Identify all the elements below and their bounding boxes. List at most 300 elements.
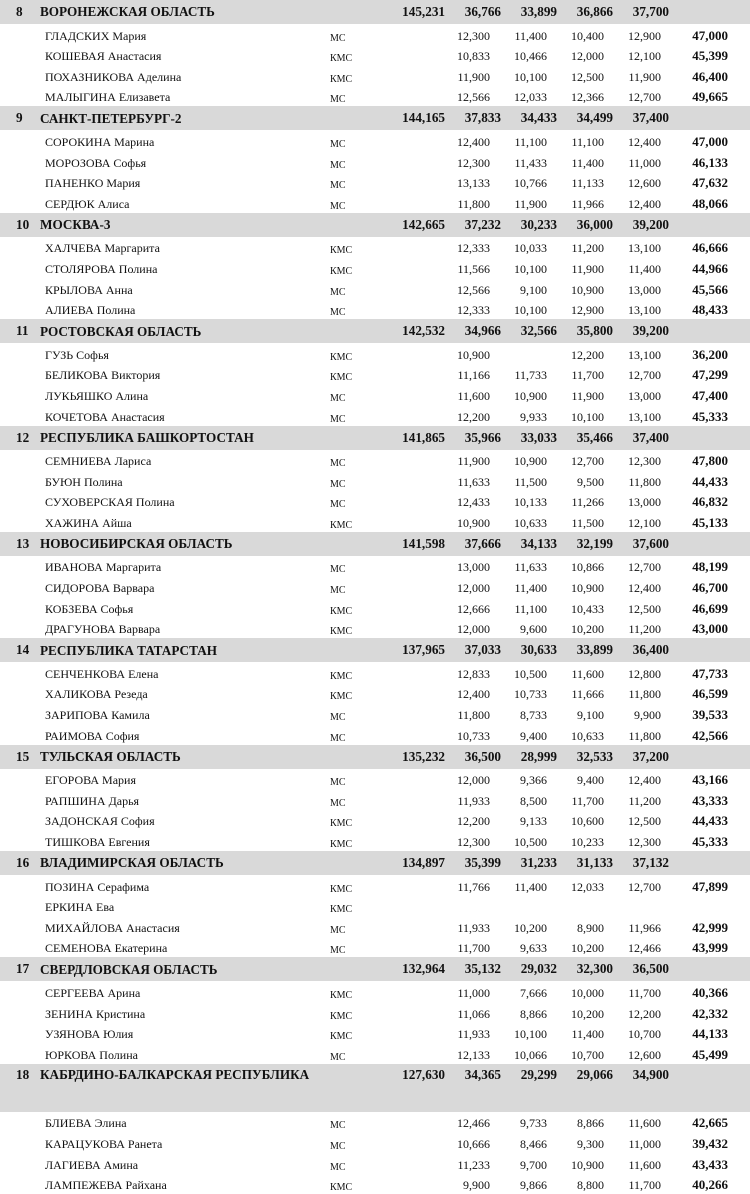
athlete-name: ЛАГИЕВА Амина [45, 1157, 139, 1172]
athlete-apparatus-score: 12,300 [628, 835, 661, 849]
athlete-rank: КМС [330, 989, 353, 1001]
athlete-total: 46,666 [692, 240, 728, 256]
athlete-apparatus-score: 12,333 [457, 303, 490, 318]
athlete-apparatus-score: 12,333 [457, 241, 490, 256]
athlete-total: 44,433 [692, 473, 728, 489]
athlete-row [0, 237, 750, 258]
athlete-name: ЕГОРОВА Мария [45, 773, 136, 788]
athlete-rank: КМС [330, 245, 353, 257]
athlete-apparatus-score: 13,133 [457, 176, 490, 191]
athlete-apparatus-score: 11,100 [514, 601, 547, 616]
athlete-total: 47,899 [692, 878, 728, 894]
athlete-rank: МС [330, 413, 346, 425]
athlete-rank: МС [330, 307, 346, 319]
athlete-apparatus-score: 11,500 [571, 515, 604, 530]
team-rank: 17 [16, 961, 30, 977]
athlete-rank: КМС [330, 73, 353, 85]
team-apparatus-score: 37,600 [632, 535, 669, 551]
athlete-row [0, 86, 750, 107]
team-apparatus-score: 36,500 [632, 961, 669, 977]
athlete-name: ГЛАДСКИХ Мария [45, 28, 147, 43]
athlete-apparatus-score: 12,033 [571, 879, 604, 894]
athlete-total: 45,133 [692, 514, 728, 530]
athlete-row [0, 1023, 750, 1044]
athlete-row [0, 470, 750, 491]
team-rank: 8 [16, 4, 23, 19]
athlete-name: ПОХАЗНИКОВА Аделина [45, 69, 182, 84]
athlete-name: МИХАЙЛОВА Анастасия [45, 920, 180, 935]
athlete-apparatus-score: 10,100 [514, 303, 547, 318]
athlete-apparatus-score: 13,100 [628, 303, 661, 318]
athlete-apparatus-score: 11,600 [628, 1116, 661, 1131]
athlete-rank: МС [330, 777, 346, 789]
athlete-apparatus-score: 11,400 [514, 581, 547, 596]
athlete-row [0, 981, 750, 1002]
athlete-apparatus-score: 12,400 [457, 134, 490, 149]
team-rank: 9 [16, 110, 23, 126]
athlete-apparatus-score: 12,700 [628, 879, 661, 894]
athlete-apparatus-score: 13,100 [628, 409, 661, 424]
athlete-apparatus-score: 11,400 [514, 28, 547, 43]
athlete-row [0, 683, 750, 704]
team-rank: 10 [16, 216, 30, 232]
athlete-total: 44,133 [692, 1026, 728, 1042]
athlete-apparatus-score: 8,500 [520, 793, 547, 808]
athlete-apparatus-score: 11,600 [571, 666, 604, 681]
athlete-apparatus-score: 11,066 [457, 1006, 490, 1021]
athlete-apparatus-score: 13,000 [628, 282, 661, 297]
athlete-row [0, 151, 750, 172]
athlete-total: 46,699 [692, 600, 728, 616]
athlete-total: 45,399 [692, 48, 728, 64]
athlete-apparatus-score: 11,900 [571, 388, 604, 403]
athlete-row [0, 896, 750, 917]
athlete-apparatus-score: 12,300 [457, 155, 490, 170]
athlete-apparatus-score: 11,400 [628, 261, 661, 276]
team-apparatus-score: 34,966 [464, 323, 501, 339]
athlete-apparatus-score: 11,900 [571, 261, 604, 276]
athlete-apparatus-score: 10,133 [514, 495, 547, 510]
athlete-apparatus-score: 10,700 [628, 1027, 661, 1042]
team-apparatus-score: 31,233 [520, 855, 557, 870]
athlete-total: 43,999 [692, 940, 728, 956]
athlete-rank: МС [330, 159, 346, 171]
team-apparatus-score: 32,566 [520, 323, 557, 339]
athlete-apparatus-score: 11,566 [457, 261, 490, 276]
athlete-apparatus-score: 10,100 [514, 69, 547, 84]
athlete-apparatus-score: 12,200 [457, 814, 490, 829]
athlete-apparatus-score: 12,200 [571, 347, 604, 362]
athlete-total: 43,000 [692, 621, 728, 637]
team-apparatus-score: 35,399 [464, 855, 501, 870]
athlete-row [0, 597, 750, 618]
athlete-apparatus-score: 12,400 [628, 134, 661, 149]
team-apparatus-score: 36,000 [576, 216, 613, 232]
team-total: 142,532 [402, 323, 445, 339]
team-apparatus-score: 36,766 [464, 4, 501, 19]
athlete-rank: КМС [330, 818, 353, 830]
athlete-total: 43,333 [692, 792, 728, 808]
athlete-row [0, 130, 750, 151]
athlete-apparatus-score: 12,000 [571, 49, 604, 64]
athlete-apparatus-score: 12,300 [457, 835, 490, 849]
athlete-row [0, 875, 750, 896]
athlete-apparatus-score: 10,433 [571, 601, 604, 616]
athlete-apparatus-score: 10,766 [514, 176, 547, 191]
athlete-apparatus-score: 12,000 [457, 773, 490, 788]
team-header-row [0, 1064, 750, 1112]
athlete-apparatus-score: 11,733 [514, 368, 547, 383]
athlete-apparatus-score: 11,900 [628, 69, 661, 84]
athlete-apparatus-score: 11,966 [571, 196, 604, 211]
athlete-row [0, 491, 750, 512]
team-total: 135,232 [402, 748, 445, 764]
athlete-apparatus-score: 11,433 [514, 155, 547, 170]
athlete-name: СЕРГЕЕВА Арина [45, 985, 141, 1000]
athlete-apparatus-score: 11,900 [514, 196, 547, 211]
athlete-apparatus-score: 11,933 [457, 793, 490, 808]
team-name: ВОРОНЕЖСКАЯ ОБЛАСТЬ [40, 4, 215, 20]
team-apparatus-score: 35,466 [576, 429, 613, 445]
athlete-apparatus-score: 12,600 [628, 176, 661, 191]
team-total: 144,165 [402, 110, 445, 126]
athlete-apparatus-score: 12,000 [457, 622, 490, 637]
team-apparatus-score: 32,199 [576, 535, 613, 551]
athlete-total: 42,999 [692, 919, 728, 935]
athlete-rank: МС [330, 732, 346, 744]
athlete-apparatus-score: 11,700 [457, 941, 490, 956]
athlete-name: ЕРКИНА Ева [45, 900, 115, 915]
athlete-row [0, 1112, 750, 1133]
athlete-rank: КМС [330, 1031, 353, 1043]
athlete-apparatus-score: 12,500 [628, 814, 661, 829]
team-name: РЕСПУБЛИКА ТАТАРСТАН [40, 642, 217, 658]
athlete-row [0, 576, 750, 597]
athlete-apparatus-score: 12,566 [457, 90, 490, 105]
athlete-name: ТИШКОВА Евгения [45, 835, 150, 849]
athlete-apparatus-score: 12,400 [628, 196, 661, 211]
athlete-row [0, 937, 750, 958]
athlete-apparatus-score: 12,500 [628, 601, 661, 616]
athlete-apparatus-score: 9,100 [520, 282, 547, 297]
team-apparatus-score: 36,866 [576, 4, 613, 19]
athlete-row [0, 810, 750, 831]
athlete-row [0, 364, 750, 385]
team-apparatus-score: 34,499 [576, 110, 613, 126]
athlete-apparatus-score: 11,200 [571, 241, 604, 256]
athlete-apparatus-score: 12,400 [628, 773, 661, 788]
athlete-apparatus-score: 10,466 [514, 49, 547, 64]
athlete-apparatus-score: 9,900 [463, 1178, 490, 1193]
athlete-apparatus-score: 10,066 [514, 1047, 547, 1062]
athlete-rank: МС [330, 585, 346, 597]
team-header-row [0, 106, 750, 130]
team-header-row [0, 957, 750, 981]
athlete-apparatus-score: 11,000 [457, 985, 490, 1000]
athlete-name: БЛИЕВА Элина [45, 1116, 127, 1131]
athlete-name: СУХОВЕРСКАЯ Полина [45, 495, 175, 510]
athlete-name: КАРАЦУКОВА Ранета [45, 1136, 163, 1151]
athlete-apparatus-score: 11,700 [628, 985, 661, 1000]
athlete-apparatus-score: 11,233 [457, 1157, 490, 1172]
athlete-row [0, 172, 750, 193]
team-total: 142,665 [402, 216, 445, 232]
athlete-apparatus-score: 9,400 [577, 773, 604, 788]
athlete-apparatus-score: 13,100 [628, 241, 661, 256]
team-block [0, 426, 750, 532]
team-total: 127,630 [402, 1066, 445, 1082]
athlete-apparatus-score: 11,900 [457, 69, 490, 84]
athlete-rank: КМС [330, 883, 353, 895]
athlete-apparatus-score: 11,633 [457, 474, 490, 489]
athlete-apparatus-score: 12,000 [457, 581, 490, 596]
team-apparatus-score: 33,899 [520, 4, 557, 19]
athlete-name: КОБЗЕВА Софья [45, 601, 134, 616]
team-block [0, 638, 750, 744]
athlete-apparatus-score: 9,700 [520, 1157, 547, 1172]
athlete-name: КОШЕВАЯ Анастасия [45, 49, 162, 64]
athlete-row [0, 1002, 750, 1023]
athlete-apparatus-score: 10,900 [514, 388, 547, 403]
athlete-name: СЕНЧЕНКОВА Елена [45, 666, 159, 681]
team-apparatus-score: 35,132 [464, 961, 501, 977]
athlete-row [0, 703, 750, 724]
athlete-total: 44,433 [692, 813, 728, 829]
athlete-apparatus-score: 13,100 [628, 347, 661, 362]
team-header-row [0, 319, 750, 343]
athlete-apparatus-score: 12,433 [457, 495, 490, 510]
athlete-apparatus-score: 9,733 [520, 1116, 547, 1131]
athlete-apparatus-score: 11,800 [628, 728, 661, 743]
athlete-apparatus-score: 10,666 [457, 1136, 490, 1151]
athlete-name: СЕРДЮК Алиса [45, 196, 130, 211]
athlete-rank: КМС [330, 839, 353, 850]
team-apparatus-score: 29,299 [520, 1066, 557, 1082]
athlete-rank: МС [330, 499, 346, 511]
team-name: ВЛАДИМИРСКАЯ ОБЛАСТЬ [40, 855, 224, 871]
athlete-apparatus-score: 12,900 [628, 28, 661, 43]
team-apparatus-score: 36,500 [464, 748, 501, 764]
athlete-apparatus-score: 10,900 [571, 1157, 604, 1172]
team-apparatus-score: 39,200 [632, 216, 669, 232]
athlete-row [0, 257, 750, 278]
athlete-apparatus-score: 12,600 [628, 1047, 661, 1062]
team-apparatus-score: 30,633 [520, 642, 557, 658]
athlete-rank: КМС [330, 626, 353, 638]
athlete-row [0, 45, 750, 66]
athlete-row [0, 662, 750, 683]
athlete-total: 39,533 [692, 707, 728, 723]
athlete-total: 46,700 [692, 580, 728, 596]
athlete-apparatus-score: 11,633 [514, 560, 547, 575]
athlete-apparatus-score: 11,100 [514, 134, 547, 149]
athlete-apparatus-score: 10,733 [457, 728, 490, 743]
athlete-apparatus-score: 9,300 [577, 1136, 604, 1151]
athlete-rank: МС [330, 712, 346, 724]
athlete-row [0, 405, 750, 426]
athlete-total: 48,066 [692, 195, 728, 211]
athlete-total: 47,000 [692, 133, 728, 149]
athlete-rank: МС [330, 1051, 346, 1063]
team-name: СВЕРДЛОВСКАЯ ОБЛАСТЬ [40, 961, 218, 977]
team-total: 141,598 [402, 535, 445, 551]
team-header-row [0, 745, 750, 769]
athlete-row [0, 278, 750, 299]
athlete-apparatus-score: 10,600 [571, 814, 604, 829]
athlete-apparatus-score: 10,100 [514, 1027, 547, 1042]
athlete-name: ХАЛИКОВА Резеда [45, 687, 148, 702]
athlete-row [0, 511, 750, 532]
athlete-name: УЗЯНОВА Юлия [45, 1027, 134, 1042]
athlete-row [0, 450, 750, 471]
athlete-apparatus-score: 12,700 [628, 560, 661, 575]
athlete-rank: МС [330, 286, 346, 298]
team-header-row [0, 426, 750, 450]
athlete-total: 43,166 [692, 772, 728, 788]
athlete-rank: МС [330, 564, 346, 576]
athlete-total: 47,733 [692, 665, 728, 681]
athlete-apparatus-score: 10,900 [571, 282, 604, 297]
athlete-rank: МС [330, 1161, 346, 1173]
athlete-row [0, 65, 750, 86]
team-apparatus-score: 39,200 [632, 323, 669, 339]
athlete-apparatus-score: 12,300 [457, 28, 490, 43]
athlete-apparatus-score: 12,300 [628, 454, 661, 469]
athlete-name: СЕМНИЕВА Лариса [45, 454, 152, 469]
athlete-apparatus-score: 11,400 [514, 879, 547, 894]
athlete-apparatus-score: 12,100 [628, 49, 661, 64]
athlete-name: МАЛЫГИНА Елизавета [45, 90, 171, 105]
athlete-apparatus-score: 11,500 [514, 474, 547, 489]
athlete-apparatus-score: 10,233 [571, 835, 604, 849]
athlete-apparatus-score: 11,933 [457, 1027, 490, 1042]
athlete-apparatus-score: 7,666 [520, 985, 547, 1000]
team-total: 145,231 [402, 4, 445, 19]
athlete-name: БЕЛИКОВА Виктория [45, 368, 161, 383]
athlete-row [0, 556, 750, 577]
athlete-apparatus-score: 11,933 [457, 920, 490, 935]
team-name: ТУЛЬСКАЯ ОБЛАСТЬ [40, 749, 181, 765]
team-header-row [0, 851, 750, 875]
team-block [0, 745, 750, 851]
athlete-apparatus-score: 10,200 [571, 622, 604, 637]
athlete-apparatus-score: 10,033 [514, 241, 547, 256]
athlete-apparatus-score: 12,400 [628, 581, 661, 596]
team-block [0, 957, 750, 1063]
athlete-apparatus-score: 9,900 [634, 708, 661, 723]
athlete-rank: МС [330, 138, 346, 150]
athlete-apparatus-score: 12,133 [457, 1047, 490, 1062]
athlete-name: ДРАГУНОВА Варвара [45, 622, 161, 637]
team-total: 134,897 [402, 855, 445, 870]
team-name: РЕСПУБЛИКА БАШКОРТОСТАН [40, 429, 254, 445]
athlete-rank: МС [330, 924, 346, 936]
athlete-apparatus-score: 8,466 [520, 1136, 547, 1151]
athlete-total: 49,665 [692, 89, 728, 105]
athlete-apparatus-score: 12,100 [628, 515, 661, 530]
athlete-rank: МС [330, 1140, 346, 1152]
athlete-apparatus-score: 10,833 [457, 49, 490, 64]
athlete-name: ЗЕНИНА Кристина [45, 1006, 146, 1021]
athlete-apparatus-score: 12,700 [628, 90, 661, 105]
team-apparatus-score: 37,666 [464, 535, 501, 551]
athlete-total: 42,566 [692, 727, 728, 743]
athlete-apparatus-score: 13,000 [457, 560, 490, 575]
team-apparatus-score: 31,133 [576, 855, 613, 870]
team-block [0, 1064, 750, 1194]
athlete-apparatus-score: 11,800 [628, 474, 661, 489]
athlete-apparatus-score: 11,200 [628, 793, 661, 808]
athlete-rank: КМС [330, 1182, 353, 1194]
athlete-apparatus-score: 9,133 [520, 814, 547, 829]
athlete-apparatus-score: 9,866 [520, 1178, 547, 1193]
team-block [0, 213, 750, 319]
athlete-apparatus-score: 11,400 [571, 155, 604, 170]
athlete-total: 47,299 [692, 367, 728, 383]
athlete-apparatus-score: 10,733 [514, 687, 547, 702]
team-name: САНКТ-ПЕТЕРБУРГ-2 [40, 110, 182, 126]
athlete-apparatus-score: 12,466 [457, 1116, 490, 1131]
athlete-name: ГУЗЬ Софья [45, 347, 109, 362]
team-apparatus-score: 29,066 [576, 1066, 613, 1082]
athlete-rank: КМС [330, 351, 353, 363]
athlete-apparatus-score: 10,900 [457, 347, 490, 362]
team-apparatus-score: 37,132 [632, 855, 669, 870]
team-rank: 13 [16, 535, 30, 551]
athlete-apparatus-score: 11,666 [571, 687, 604, 702]
athlete-total: 45,333 [692, 408, 728, 424]
athlete-name: ПОЗИНА Серафима [45, 879, 150, 894]
athlete-apparatus-score: 11,000 [628, 1136, 661, 1151]
team-apparatus-score: 33,033 [520, 429, 557, 445]
athlete-row [0, 916, 750, 937]
athlete-total: 47,800 [692, 453, 728, 469]
team-header-row [0, 213, 750, 237]
athlete-apparatus-score: 12,400 [457, 687, 490, 702]
athlete-apparatus-score: 10,700 [571, 1047, 604, 1062]
athlete-apparatus-score: 9,600 [520, 622, 547, 637]
athlete-name: ПАНЕНКО Мария [45, 176, 141, 191]
athlete-rank: МС [330, 180, 346, 192]
athlete-name: СЕМЕНОВА Екатерина [45, 941, 168, 956]
team-apparatus-score: 34,433 [520, 110, 557, 126]
athlete-name: ИВАНОВА Маргарита [45, 560, 162, 575]
team-header-row [0, 0, 750, 24]
team-apparatus-score: 37,833 [464, 110, 501, 126]
athlete-apparatus-score: 10,633 [514, 515, 547, 530]
athlete-rank: КМС [330, 691, 353, 703]
athlete-row [0, 789, 750, 810]
athlete-apparatus-score: 10,200 [514, 920, 547, 935]
athlete-row [0, 299, 750, 320]
athlete-apparatus-score: 10,500 [514, 666, 547, 681]
team-block [0, 106, 750, 212]
team-name: КАБРДИНО-БАЛКАРСКАЯ РЕСПУБЛИКА [40, 1066, 310, 1082]
athlete-apparatus-score: 11,266 [571, 495, 604, 510]
athlete-row [0, 1174, 750, 1194]
team-total: 141,865 [402, 429, 445, 445]
athlete-row [0, 769, 750, 790]
athlete-apparatus-score: 13,000 [628, 495, 661, 510]
athlete-total: 46,832 [692, 494, 728, 510]
team-apparatus-score: 37,400 [632, 110, 669, 126]
team-apparatus-score: 34,365 [464, 1066, 501, 1082]
team-rank: 14 [16, 642, 30, 658]
athlete-apparatus-score: 9,366 [520, 773, 547, 788]
athlete-rank: КМС [330, 605, 353, 617]
athlete-rank: МС [330, 200, 346, 212]
athlete-apparatus-score: 10,200 [571, 941, 604, 956]
